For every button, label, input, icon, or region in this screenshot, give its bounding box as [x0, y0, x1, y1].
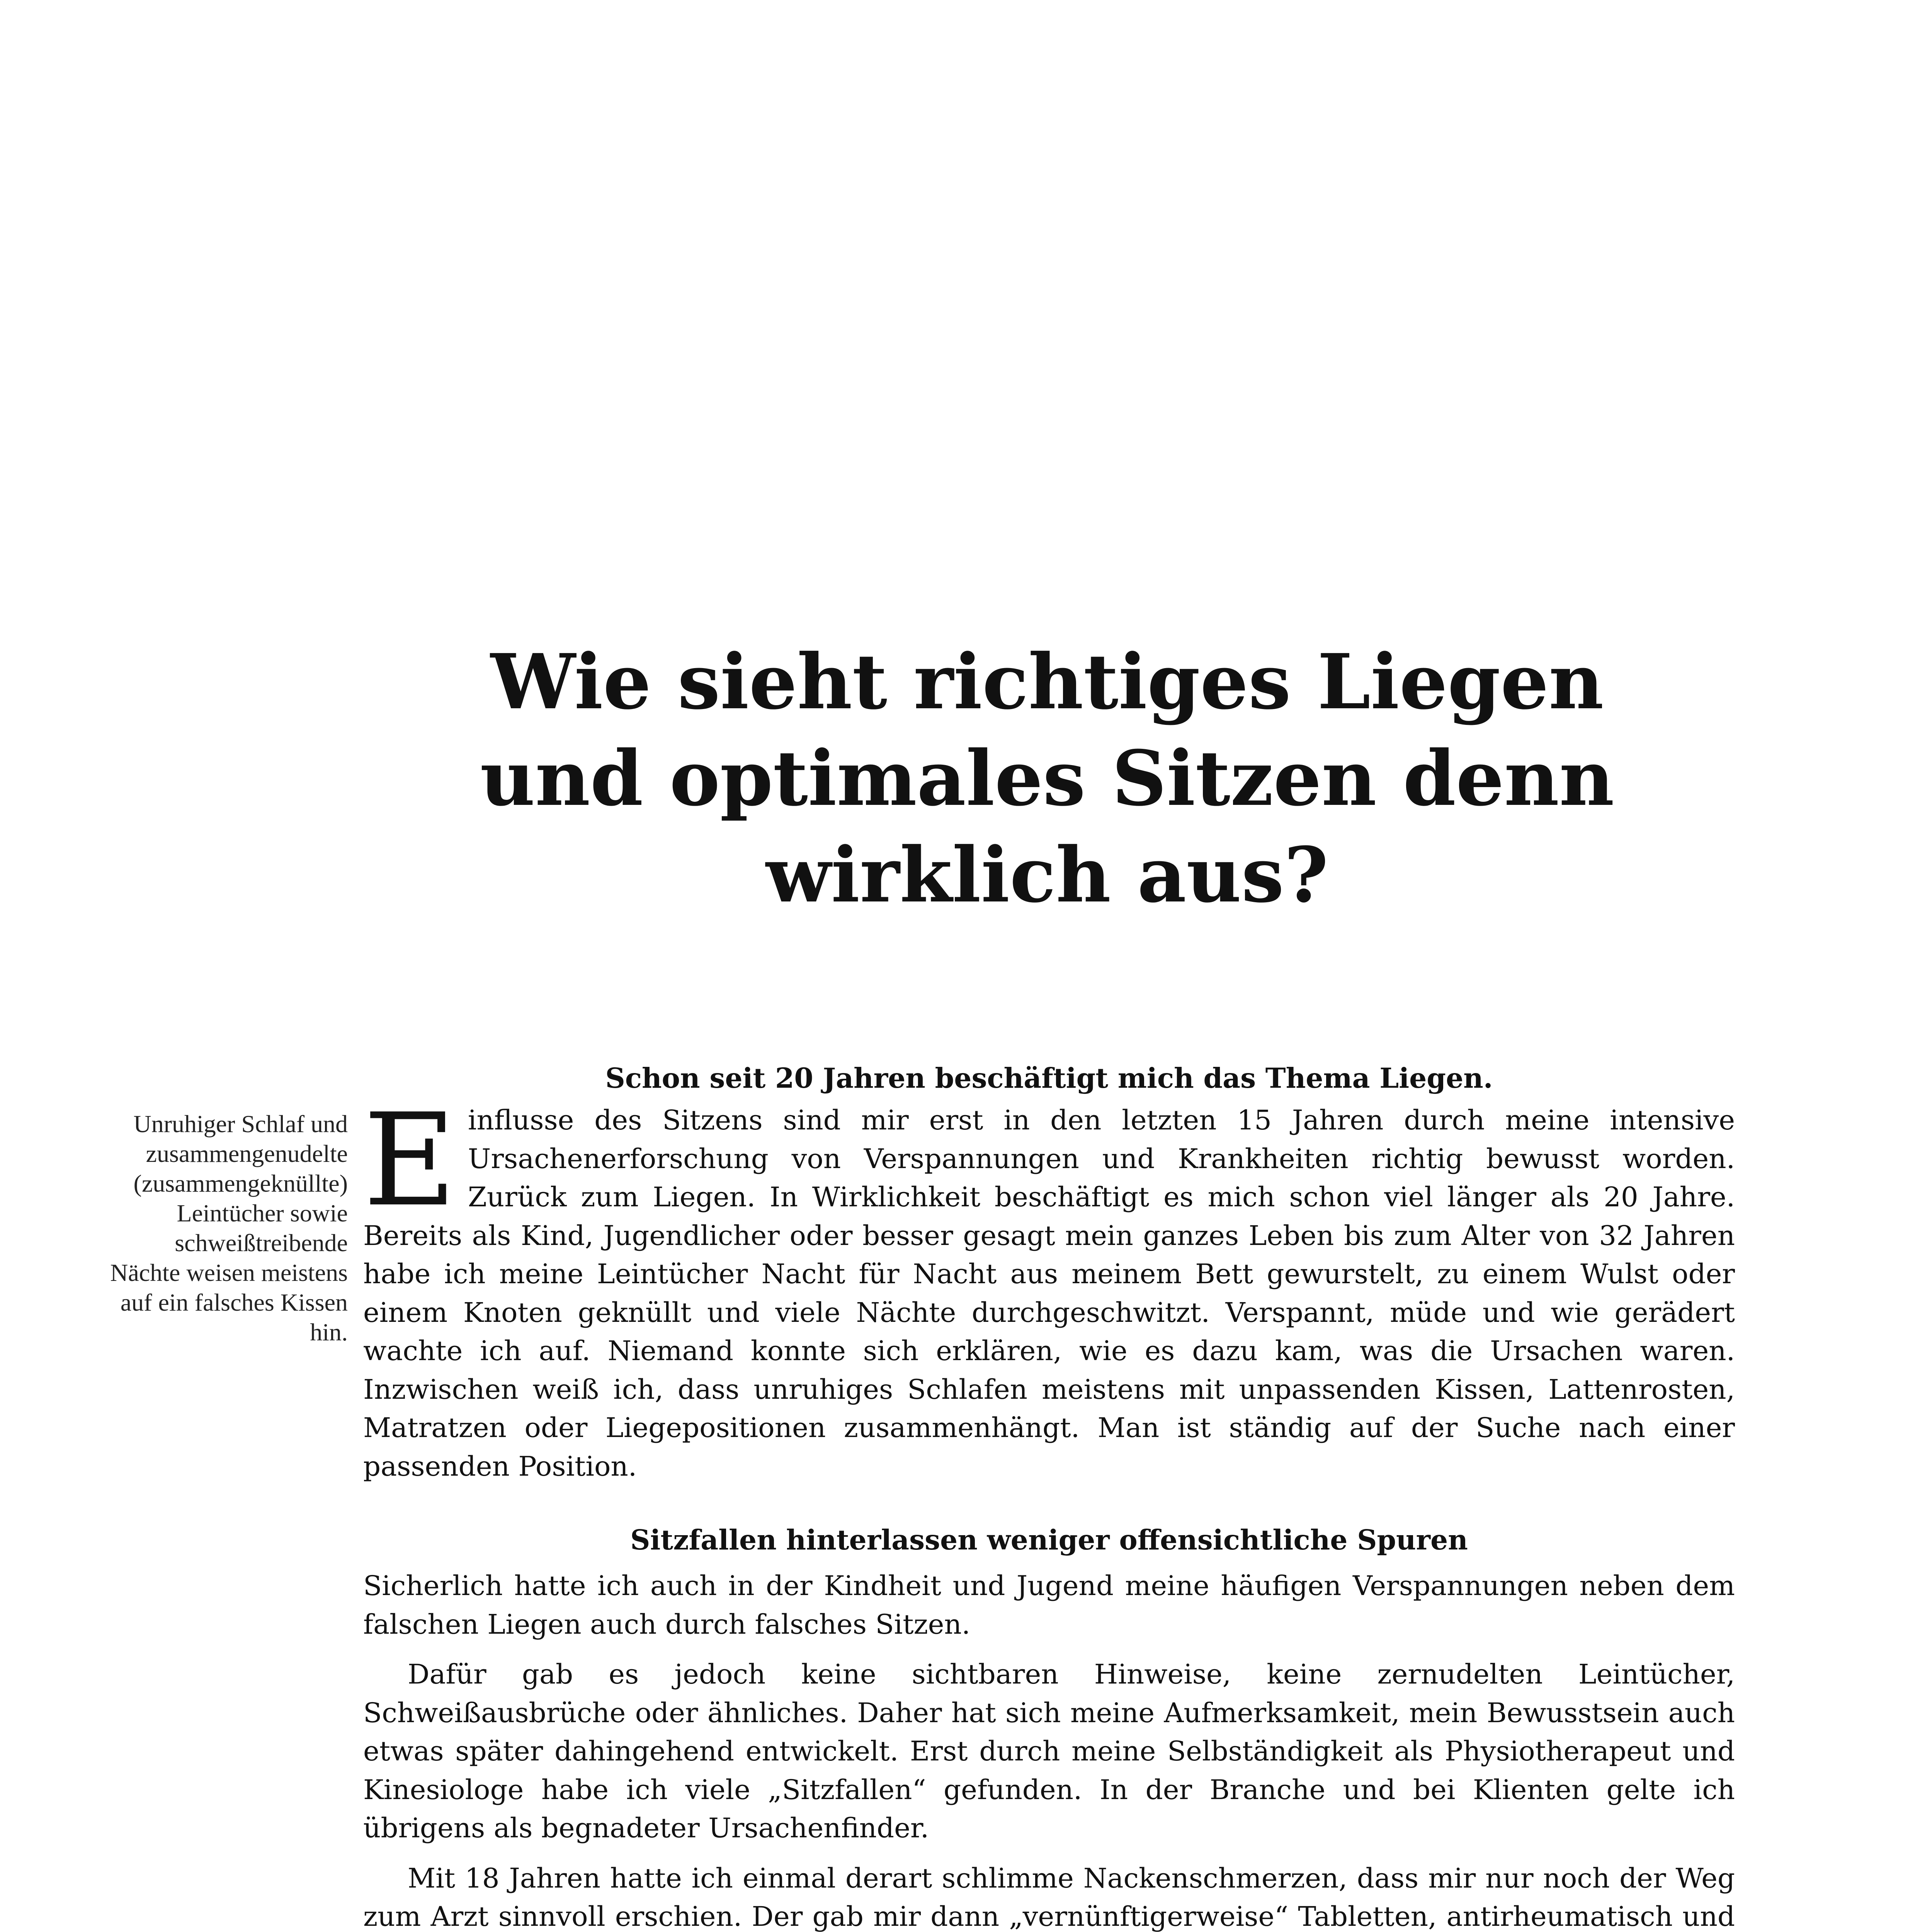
margin-note: Unruhiger Schlaf und zusammengenudelte (zusammengeknüllte) Leintücher sowie schweißtreibende Nächte weisen meistens auf ein falsches Kissen hin.	[110, 1110, 348, 1346]
body-paragraph-2: Dafür gab es jedoch keine sichtbaren Hinweise, keine zernudelten Leintücher, Schweißausbrüche oder ähnliches. Daher hat sich meine Aufmerksamkeit, mein Bewusstsein auch etwas später dahingehend entwickelt. Erst durch meine Selbständigkeit als Physiotherapeut und Kinesiologe habe ich viele „Sitzfallen“ gefunden. In der Branche und bei Klienten gelte ich übrigens als begnadeter Ursachenfinder.	[363, 1658, 1735, 1844]
drop-cap: E	[363, 1086, 456, 1235]
section-heading-2: Sitzfallen hinterlassen weniger offensichtliche Spuren	[630, 1524, 1468, 1556]
main-column	[363, 1059, 1735, 1932]
page-title: Wie sieht richtiges Liegen und optimales Sitzen denn wirklich aus?	[480, 638, 1614, 920]
intro-paragraph-text: influsse des Sitzens sind mir erst in den letzten 15 Jahren durch meine intensive Ursachenerforschung von Verspannungen und Krankheiten richtig bewusst worden. Zurück zum Liegen. In Wirklichkeit beschäftigt es mich schon viel länger als 20 Jahre. Bereits als Kind, Jugendlicher oder besser gesagt mein ganzes Leben bis zum Alter von 32 Jahren habe ich meine Leintücher Nacht für Nacht aus meinem Bett gewurstelt, zu einem Wulst oder einem Knoten geknüllt und viele Nächte durchgeschwitzt. Verspannt, müde und wie gerädert wachte ich auf. Niemand konnte sich erklären, wie es dazu kam, was die Ursachen waren. Inzwischen weiß ich, dass unruhiges Schlafen meistens mit unpassenden Kissen, Lattenrosten, Matratzen oder Liegepositionen zusammenhängt. Man ist ständig auf der Suche nach einer passenden Position.	[363, 1104, 1735, 1482]
body-paragraph-1: Sicherlich hatte ich auch in der Kindheit und Jugend meine häufigen Verspannungen neben dem falschen Liegen auch durch falsches Sitzen.	[363, 1570, 1735, 1640]
intro-paragraph	[363, 1086, 1735, 1486]
body-paragraph-3: Mit 18 Jahren hatte ich einmal derart schlimme Nackenschmerzen, dass mir nur noch der Weg zum Arzt sinnvoll erschien. Der gab mir dann „vernünftigerweise“ Tabletten, antirheumatisch und	[363, 1862, 1735, 1932]
section-heading-1: Schon seit 20 Jahren beschäftigt mich das Thema Liegen.	[605, 1062, 1493, 1094]
